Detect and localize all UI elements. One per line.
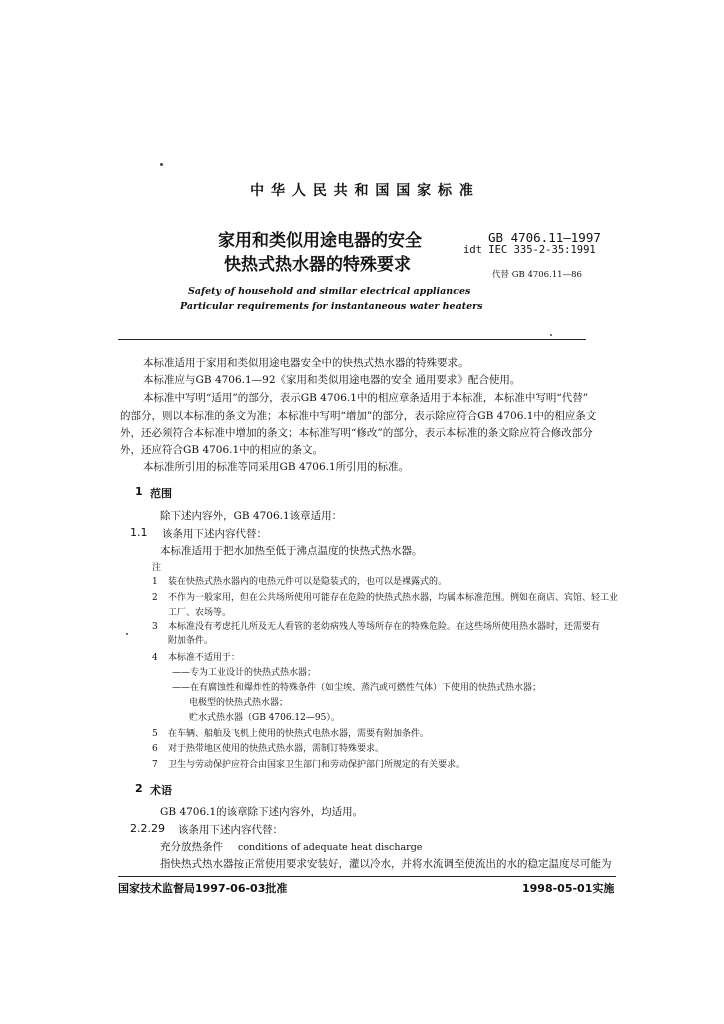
section-2-text: GB 4706.1的该章除下述内容外，均适用。 [160, 806, 364, 818]
note-4-number: 4 [152, 653, 158, 663]
note-6-number: 6 [152, 744, 158, 754]
note-1-text: 装在快热式热水器内的电热元件可以是隐装式的，也可以是裸露式的。 [168, 577, 448, 587]
note-3-text-line1: 本标准没有考虑托儿所及无人看管的老幼病残人等场所存在的特殊危险。在这些场所使用热水器时，还需要有 [168, 622, 601, 632]
section-2-heading: 术语 [150, 784, 172, 797]
national-standard-heading: 中 华 人 民 共 和 国 国 家 标 准 [250, 183, 474, 199]
note-6-text: 对于热带地区使用的快热式热水器，需制订特殊要求。 [168, 744, 385, 754]
header-rule [118, 339, 586, 340]
term-english: conditions of adequate heat discharge [238, 842, 423, 853]
note-7-number: 7 [152, 760, 158, 770]
note-4-item-c: 电极型的快热式热水器； [189, 698, 289, 708]
intro-paragraph-3-line1: 本标准中写明“适用”的部分，表示GB 4706.1中的相应章条适用于本标准，本标准中写明“代替” [143, 392, 589, 404]
note-2-text-line2: 工厂、农场等。 [168, 608, 232, 618]
intro-paragraph-1: 本标准适用于家用和类似用途电器安全中的快热式热水器的特殊要求。 [143, 357, 469, 369]
implementation-date: 1998-05-01实施 [522, 882, 615, 895]
note-4-text: 本标准不适用于： [168, 653, 241, 663]
scan-speck [160, 163, 163, 166]
clause-2-2-29-number: 2.2.29 [130, 822, 165, 835]
idt-reference: idt IEC 335-2-35:1991 [463, 244, 596, 256]
title-en-line2: Particular requirements for instantaneous water heaters [180, 301, 483, 312]
clause-1-1-text: 本标准适用于把水加热至低于沸点温度的快热式热水器。 [160, 545, 423, 557]
intro-paragraph-3-line4: 外，还应符合GB 4706.1中的相应的条文。 [120, 444, 324, 456]
section-2-number: 2 [135, 782, 143, 795]
note-4-item-d: 贮水式热水器（GB 4706.12—95）。 [189, 713, 340, 723]
note-1-number: 1 [152, 577, 158, 587]
notes-label: 注 [152, 563, 162, 573]
section-1-text: 除下述内容外，GB 4706.1该章适用： [160, 510, 343, 522]
note-2-number: 2 [152, 593, 158, 603]
standard-number: GB 4706.11—1997 [488, 230, 601, 245]
intro-paragraph-3-line2: 的部分，则以本标准的条文为准；本标准中写明“增加”的部分，表示除应符合GB 4706.1中的相应条文 [120, 410, 597, 422]
clause-1-1-title: 该条用下述内容代替： [162, 528, 267, 540]
note-5-text: 在车辆、船舶及飞机上使用的快热式电热水器，需要有附加条件。 [168, 729, 430, 739]
replaces-reference: 代替 GB 4706.11—86 [492, 270, 582, 280]
note-2-text-line1: 不作为一般家用，但在公共场所使用可能存在危险的快热式热水器，均属本标准范围。例如在商店、宾馆、轻工业 [168, 593, 619, 603]
term-definition: 指快热式热水器按正常使用要求安装好，灌以冷水，并将水流调至使流出的水的稳定温度尽可能为 [160, 858, 612, 870]
intro-paragraph-3-line3: 外，还必须符合本标准中增加的条文；本标准写明“修改”的部分，表示本标准的条文除应符合修改部分 [120, 427, 593, 439]
note-4-item-b: ——在有腐蚀性和爆炸性的特殊条件（如尘埃、蒸汽或可燃性气体）下使用的快热式热水器； [172, 683, 542, 693]
note-5-number: 5 [152, 729, 158, 739]
clause-1-1-number: 1.1 [130, 526, 148, 539]
note-4-item-a: ——专为工业设计的快热式热水器； [172, 668, 317, 678]
scan-speck [550, 334, 552, 336]
section-1-heading: 范围 [150, 487, 172, 500]
intro-paragraph-4: 本标准所引用的标准等同采用GB 4706.1所引用的标准。 [143, 461, 410, 473]
title-cn-line2: 快热式热水器的特殊要求 [224, 255, 411, 275]
note-7-text: 卫生与劳动保护应符合由国家卫生部门和劳动保护部门所规定的有关要求。 [168, 760, 466, 770]
footer-rule [118, 876, 616, 877]
title-en-line1: Safety of household and similar electrical appliances [188, 286, 471, 297]
section-1-number: 1 [135, 485, 143, 498]
note-3-number: 3 [152, 622, 158, 632]
scan-speck [126, 633, 128, 635]
intro-paragraph-2: 本标准应与GB 4706.1—92《家用和类似用途电器的安全 通用要求》配合使用。 [143, 374, 521, 386]
term-name: 充分放热条件 [160, 841, 223, 853]
note-3-text-line2: 附加条件。 [168, 636, 214, 646]
title-cn-line1: 家用和类似用途电器的安全 [218, 231, 422, 251]
clause-2-2-29-title: 该条用下述内容代替： [178, 824, 283, 836]
approval-date: 国家技术监督局1997-06-03批准 [118, 882, 288, 895]
